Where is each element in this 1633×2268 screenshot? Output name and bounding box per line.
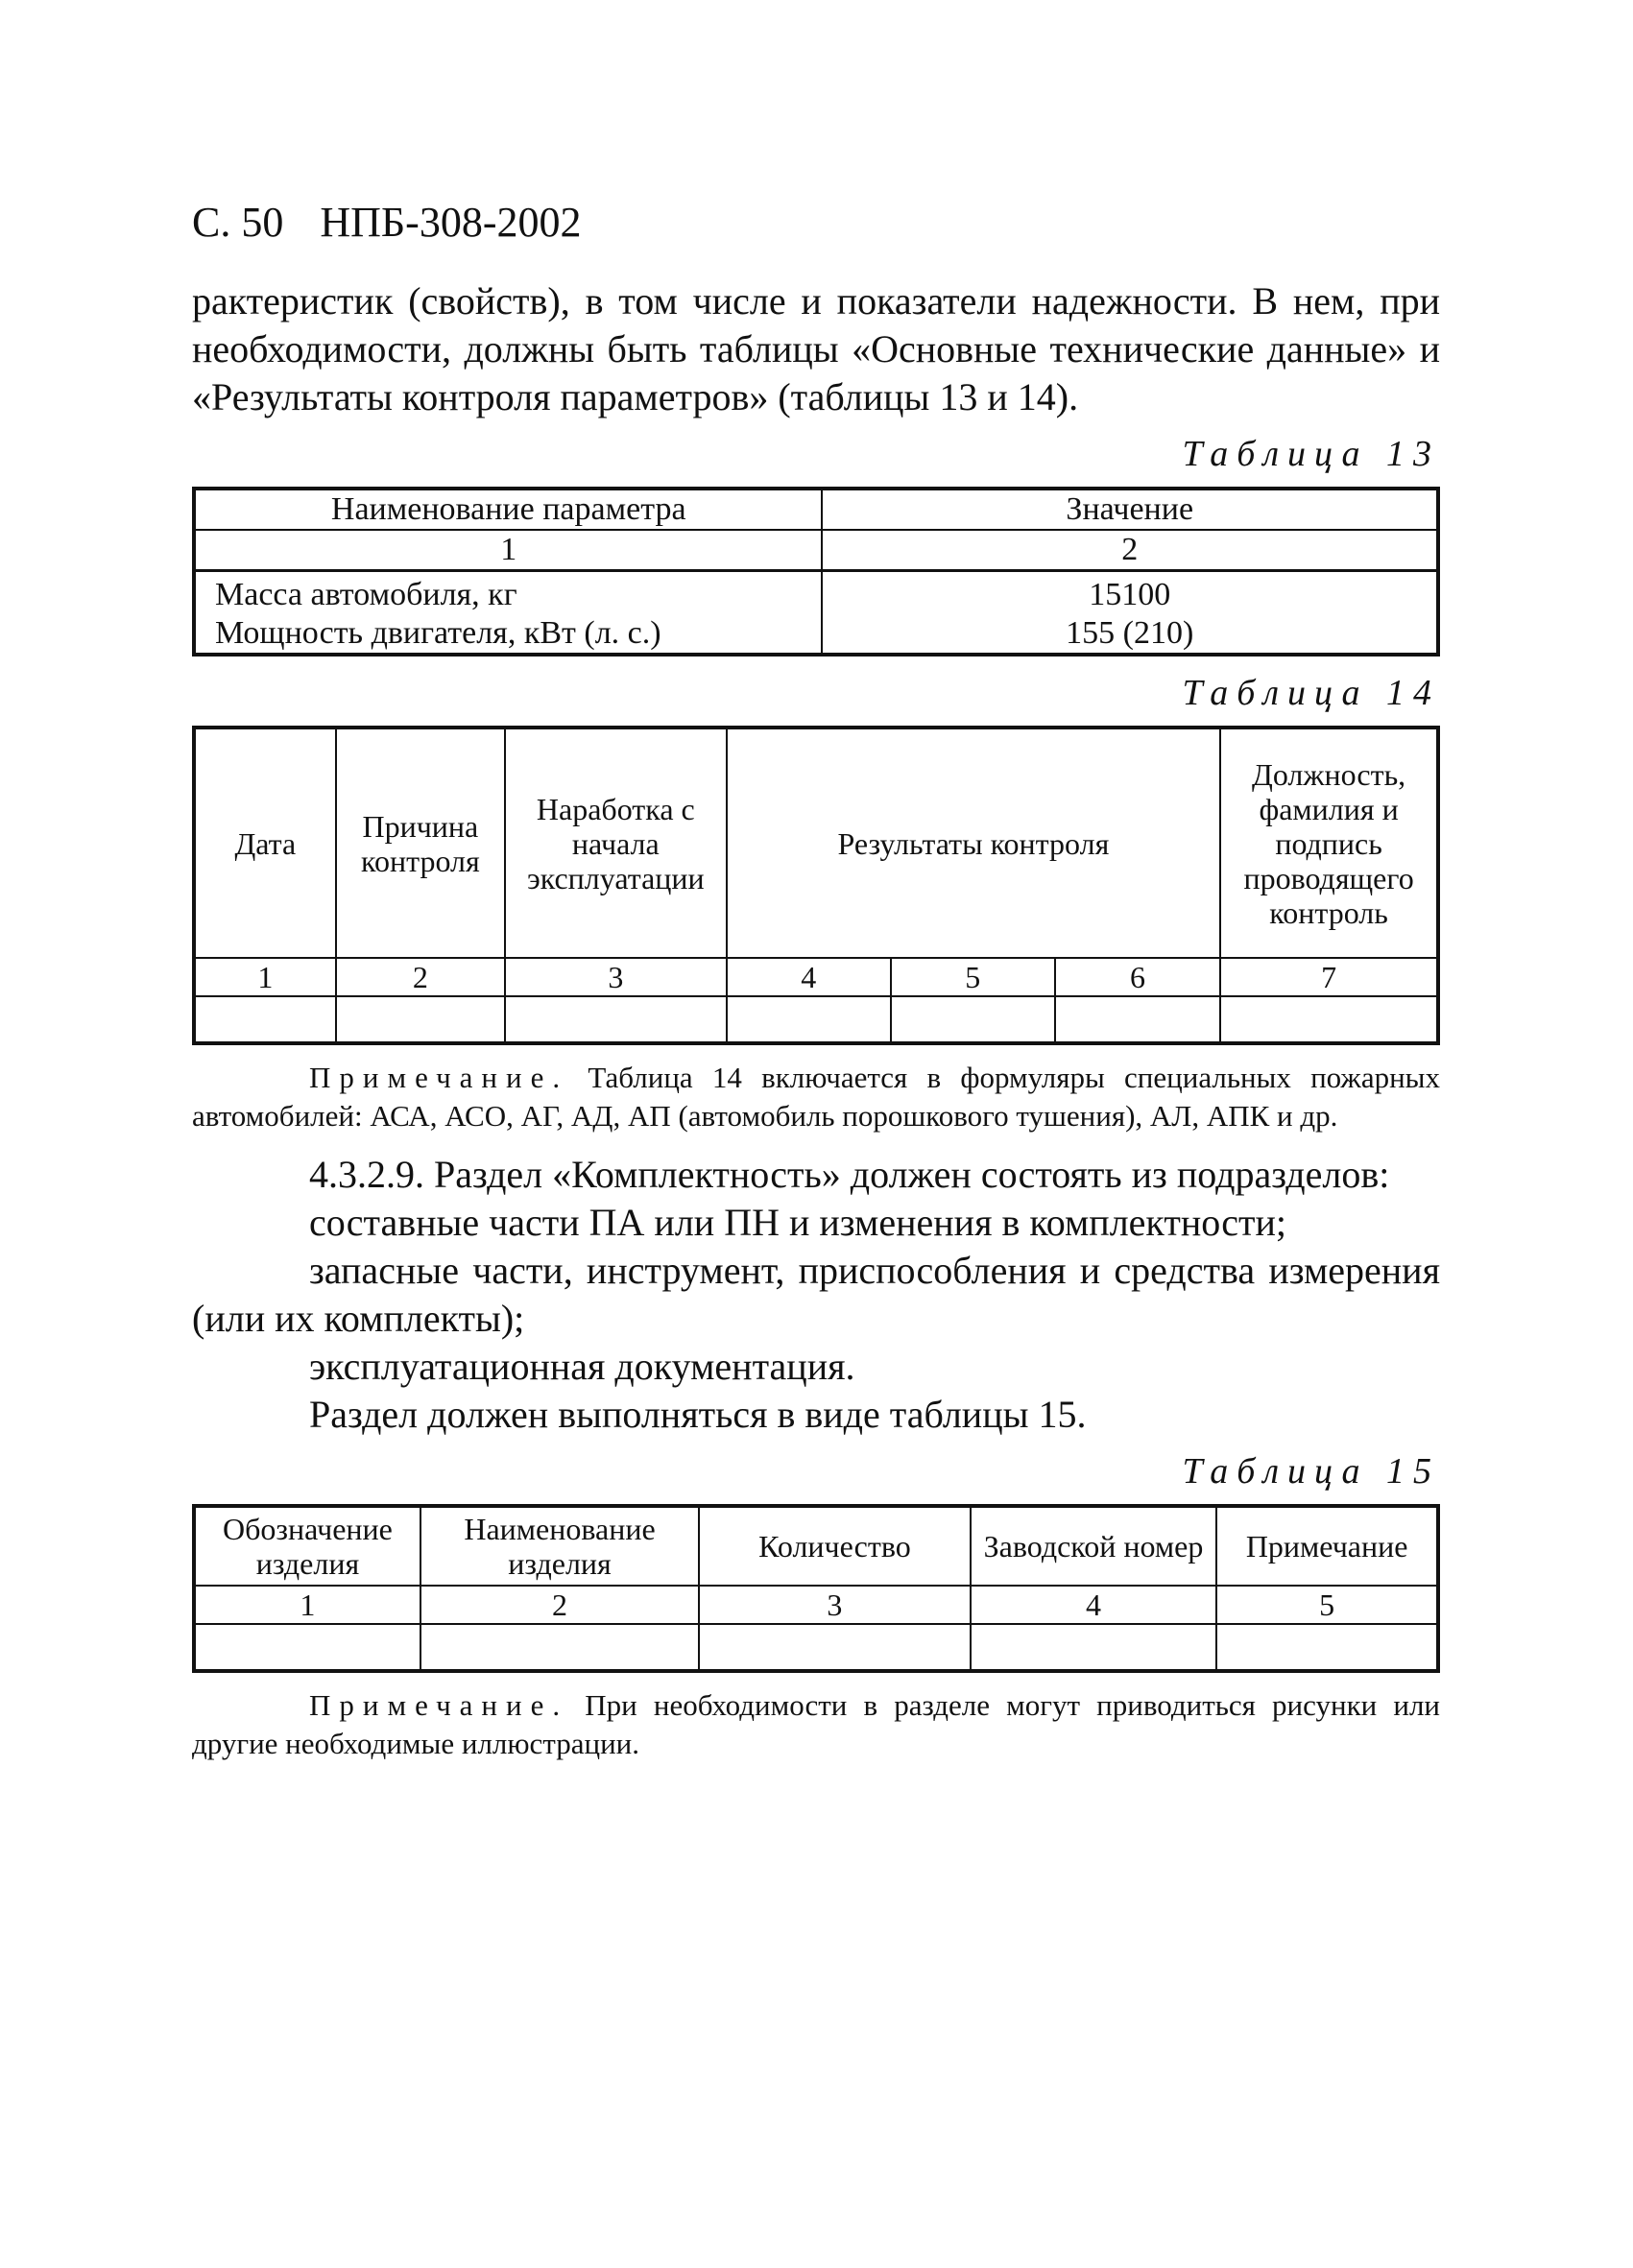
column-number: 4 [971,1586,1217,1624]
section-paragraph: Раздел должен выполняться в виде таблицы 15. [309,1393,1087,1436]
note-text: При необходимости в разделе могут приводиться рисунки или другие необходимые иллюстрации. [192,1688,1441,1760]
list-item: эксплуатационная документация. [309,1345,855,1388]
table-header-cell: Значение [822,489,1438,530]
table-empty-row [194,996,1438,1043]
document-code: НПБ-308-2002 [320,199,582,246]
column-number: 6 [1055,958,1220,996]
table-header-cell: Наименование параметра [194,489,822,530]
column-number: 3 [505,958,727,996]
table-header-cell: Наименование изделия [420,1506,699,1586]
column-number: 3 [699,1586,971,1624]
table-row [194,614,1438,655]
column-number: 1 [194,530,822,571]
table-cell [1220,996,1438,1043]
table-header-cell: Заводской номер [971,1506,1217,1586]
table-cell: Масса автомобиля, кг [194,571,822,615]
table-header-cell: Примечание [1216,1506,1438,1586]
table15-note [192,1686,1440,1763]
column-number: 1 [194,1586,420,1624]
table14-note [192,1059,1440,1135]
table-header-row [194,728,1438,958]
note-label: Примечание. [309,1061,569,1094]
table-header-row [194,489,1438,530]
column-number: 7 [1220,958,1438,996]
section-paragraph: 4.3.2.9. Раздел «Комплектность» должен состоять из подразделов: [309,1153,1390,1196]
table-number-row [194,958,1438,996]
list-item: составные части ПА или ПН и изменения в комплектности; [309,1201,1286,1244]
column-number: 5 [891,958,1055,996]
table-number-row [194,530,1438,571]
page-header [192,197,1440,249]
table15-caption: Таблица 15 [1182,1451,1440,1492]
column-number: 4 [727,958,891,996]
column-number: 2 [822,530,1438,571]
list-item: запасные части, инструмент, приспособления и средства измерения (или их комплекты); [192,1249,1440,1340]
table-14 [192,726,1440,1045]
table-cell: 15100 [822,571,1438,615]
table-cell: 155 (210) [822,614,1438,655]
table-cell [420,1624,699,1671]
table-cell [971,1624,1217,1671]
table-15 [192,1504,1440,1673]
page-number: С. 50 [192,199,284,246]
table14-caption: Таблица 14 [1182,673,1440,713]
table-header-cell: Должность, фамилия и подпись проводящего контроль [1220,728,1438,958]
table-header-cell: Результаты контроля [727,728,1220,958]
note-label: Примечание. [309,1688,569,1722]
table-header-cell: Обозначение изделия [194,1506,420,1586]
column-number: 5 [1216,1586,1438,1624]
table-empty-row [194,1624,1438,1671]
table-cell: Мощность двигателя, кВт (л. с.) [194,614,822,655]
table-cell [891,996,1055,1043]
table-cell [194,996,336,1043]
intro-paragraph: рактеристик (свойств), в том числе и показатели надежности. В нем, при необходимости, должны быть таблицы «Основные технические данные» и «Результаты контроля параметров» (таблицы 13 и 14). [192,279,1440,418]
table-cell [1216,1624,1438,1671]
table13-caption: Таблица 13 [1182,434,1440,474]
table-cell [505,996,727,1043]
column-number: 2 [420,1586,699,1624]
table-header-cell: Наработка с начала эксплуатации [505,728,727,958]
table-row [194,571,1438,615]
table-13 [192,487,1440,657]
table-cell [194,1624,420,1671]
table-header-row [194,1506,1438,1586]
table-cell [699,1624,971,1671]
column-number: 2 [336,958,505,996]
table-cell [1055,996,1220,1043]
table-header-cell: Дата [194,728,336,958]
table-header-cell: Причина контроля [336,728,505,958]
note-text: Таблица 14 включается в формуляры специальных пожарных автомобилей: АСА, АСО, АГ, АД, АП (автомобиль порошкового тушения), АЛ, АПК и др. [192,1061,1440,1133]
table-cell [727,996,891,1043]
document-page [192,197,1440,1779]
table-header-cell: Количество [699,1506,971,1586]
table-number-row [194,1586,1438,1624]
table-cell [336,996,505,1043]
column-number: 1 [194,958,336,996]
